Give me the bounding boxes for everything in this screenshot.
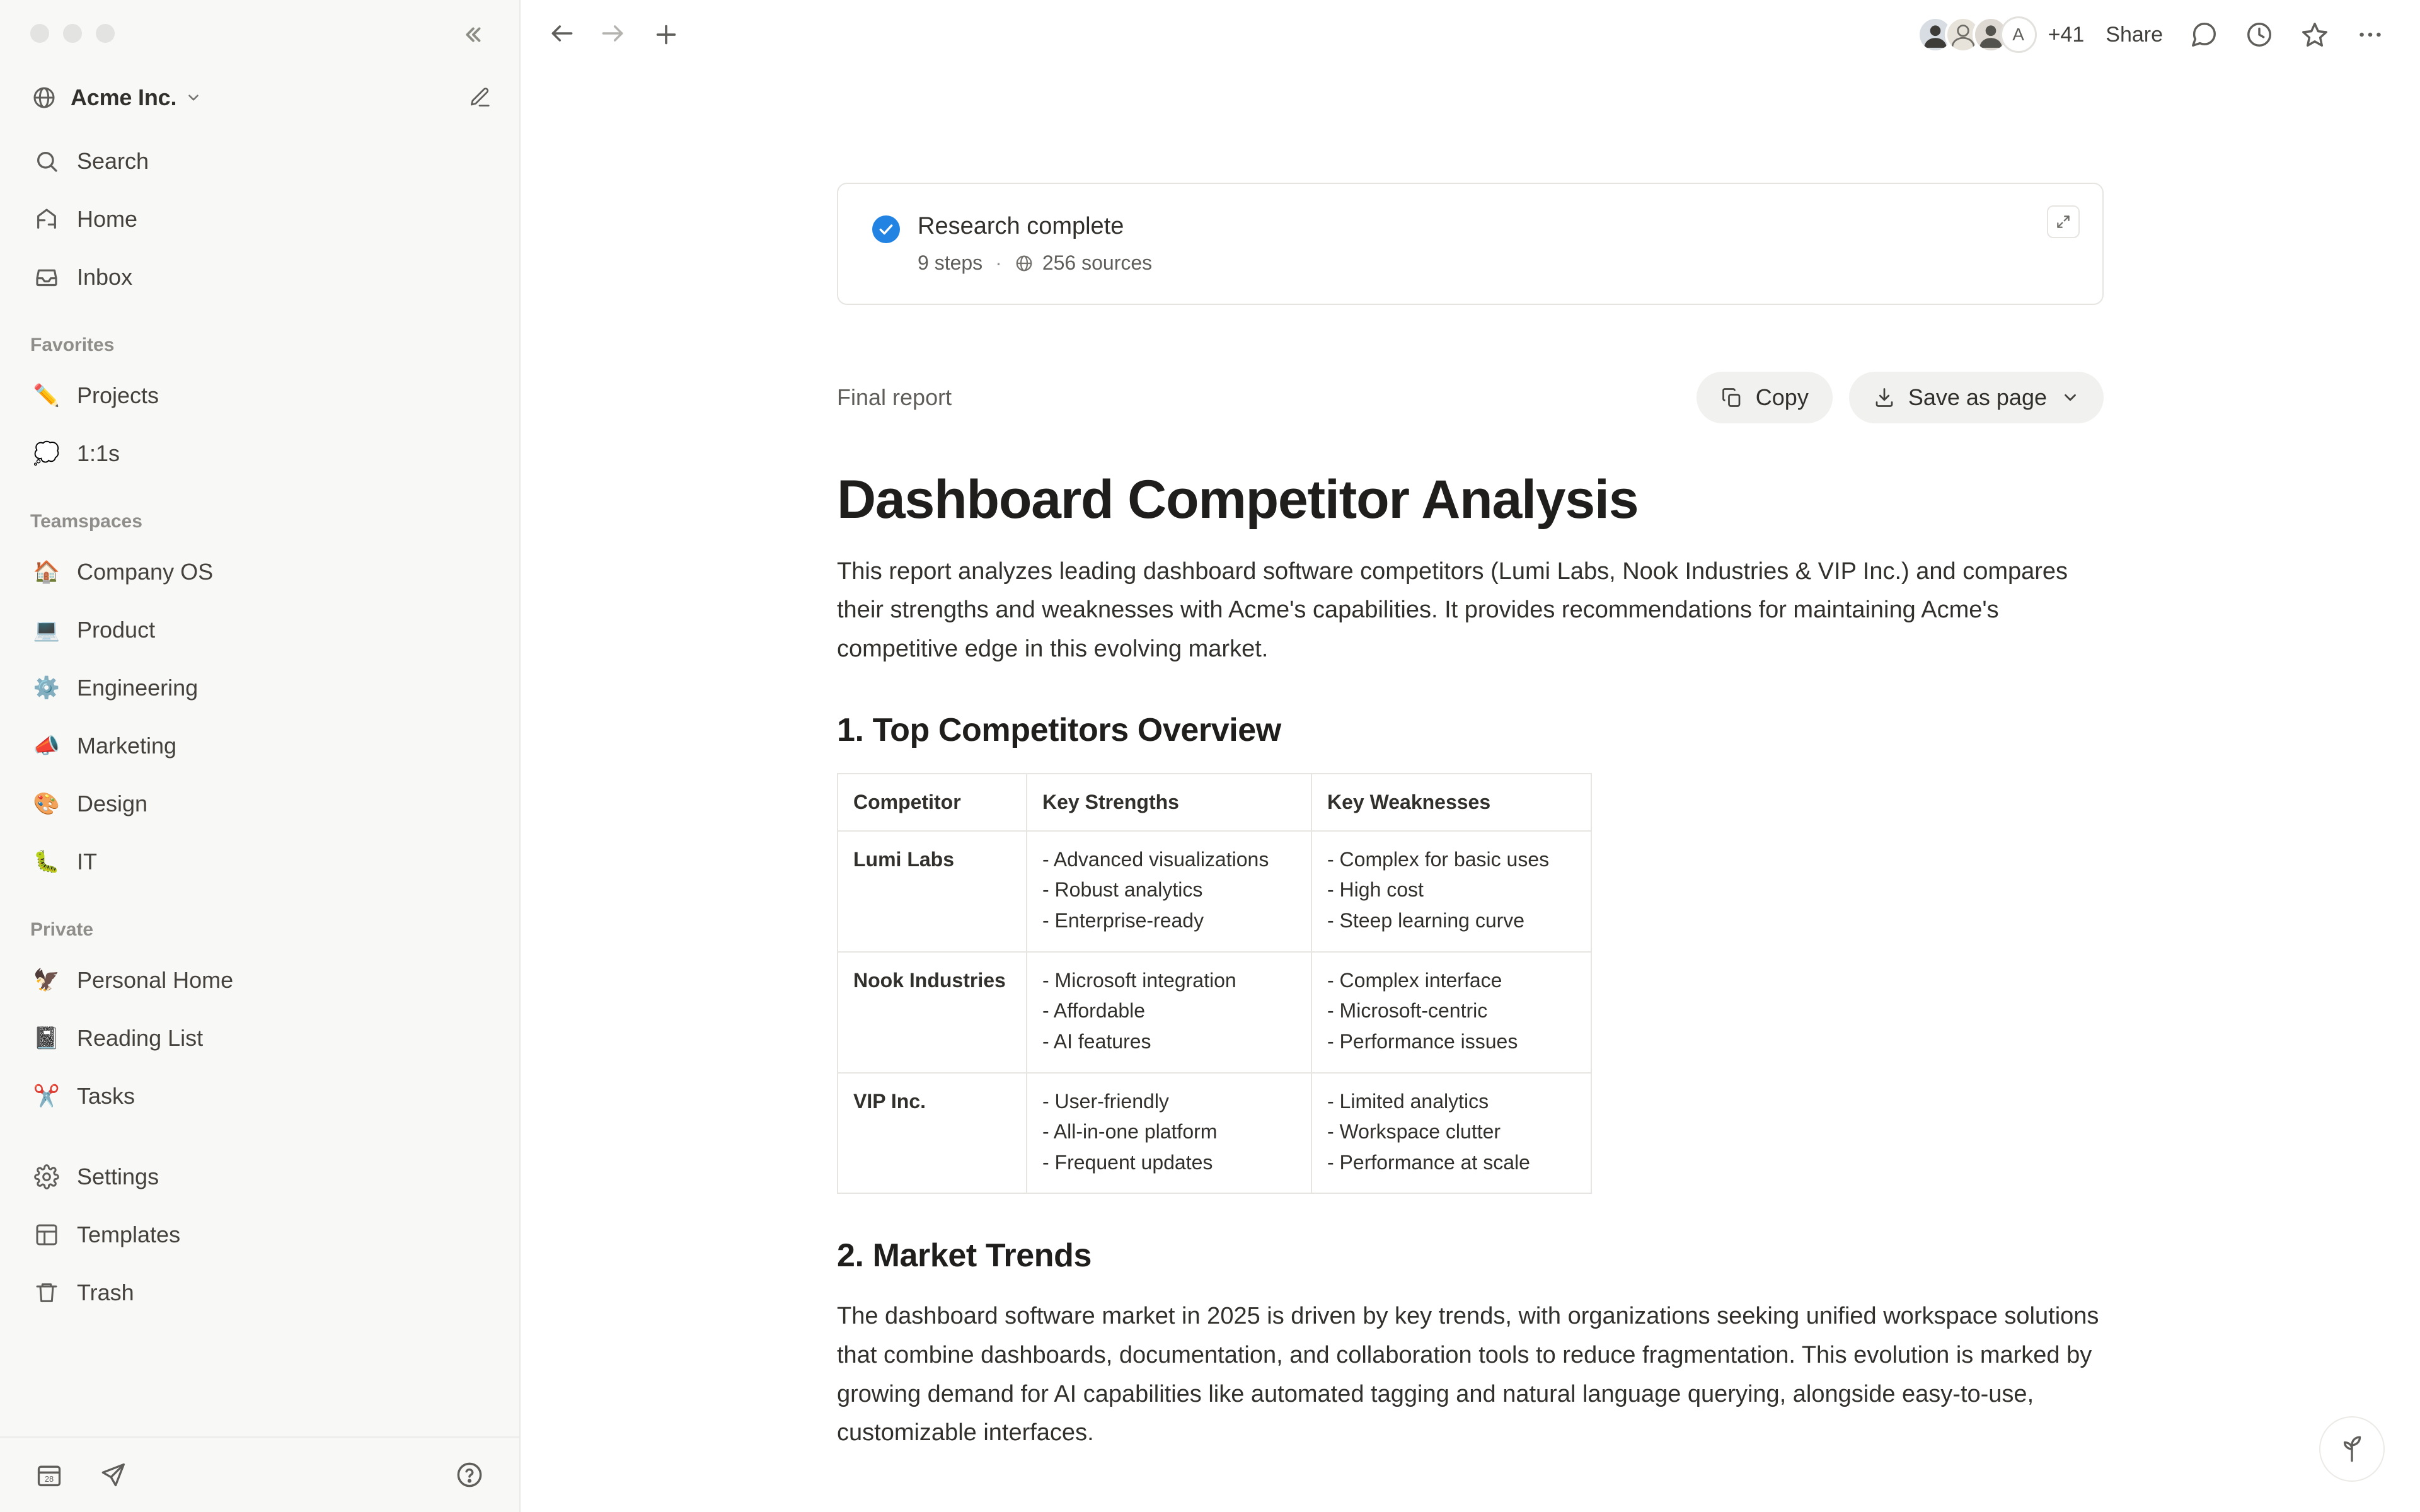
report-toolbar [837, 372, 2104, 423]
star-icon[interactable] [2300, 20, 2329, 49]
sidebar-section-favorites: Favorites [30, 335, 115, 355]
page-title: Dashboard Competitor Analysis [837, 469, 1639, 530]
sidebar-item-label: Design [77, 791, 148, 816]
sidebar-item-label: Marketing [77, 733, 177, 759]
sidebar-item-label: Tasks [77, 1083, 135, 1109]
sidebar-section-private: Private [30, 919, 94, 940]
notebook-icon: 📓 [33, 1026, 60, 1050]
table-header-row [838, 774, 1591, 831]
list-item: - User-friendly [1042, 1089, 1169, 1113]
research-card-header [872, 213, 2070, 275]
cell-competitor: Lumi Labs [838, 831, 1027, 952]
top-bar [521, 0, 2420, 69]
list-item: - AI features [1042, 1029, 1151, 1053]
column-header-strengths: Key Strengths [1027, 774, 1311, 831]
report-actions [1697, 372, 2104, 423]
inbox-icon [30, 261, 63, 294]
research-status-card[interactable] [837, 183, 2104, 305]
globe-icon [30, 84, 58, 112]
ai-assistant-button[interactable] [2319, 1416, 2385, 1482]
sidebar-item-label: Personal Home [77, 967, 234, 993]
back-arrow-icon[interactable] [548, 20, 576, 50]
final-report-label: Final report [837, 384, 952, 410]
help-icon[interactable] [455, 1460, 484, 1489]
chevron-down-icon[interactable] [185, 89, 202, 106]
sidebar-footer [0, 1436, 519, 1512]
home-icon [30, 203, 63, 236]
sidebar-item-1on1s[interactable] [18, 425, 502, 483]
download-icon [1873, 386, 1896, 409]
send-icon[interactable] [98, 1461, 126, 1489]
sidebar-item-label: Reading List [77, 1025, 204, 1051]
sidebar-item-marketing[interactable] [18, 717, 502, 775]
sidebar-item-inbox[interactable] [18, 248, 502, 306]
list-item: - Advanced visualizations [1042, 847, 1269, 871]
page-content [521, 69, 2420, 1453]
sidebar-section-teamspaces: Teamspaces [30, 511, 142, 532]
minimize-button[interactable] [63, 24, 82, 43]
thought-bubble-icon: 💭 [33, 442, 60, 466]
list-item: - All-in-one platform [1042, 1120, 1218, 1143]
sidebar-item-design[interactable] [18, 775, 502, 833]
close-button[interactable] [30, 24, 49, 43]
sidebar-item-it[interactable] [18, 833, 502, 891]
competitors-table [837, 773, 1592, 1194]
list-item: - Performance at scale [1327, 1150, 1530, 1174]
eagle-icon: 🦅 [33, 968, 60, 992]
list-item: - Complex for basic uses [1327, 847, 1550, 871]
sidebar-item-label: Inbox [77, 264, 133, 290]
list-item: - Limited analytics [1327, 1089, 1489, 1113]
sidebar-item-label: Product [77, 617, 156, 643]
intro-paragraph: This report analyzes leading dashboard software competitors (Lumi Labs, Nook Industries & VIP Inc.) and compares their strengths and weaknesses with Acme's capabilities. It provides recommendations for maintaining Acme's competitive edge in this evolving market. [837, 558, 2068, 662]
column-header-weaknesses: Key Weaknesses [1311, 774, 1591, 831]
sidebar [0, 0, 521, 1512]
cell-competitor: VIP Inc. [838, 1073, 1027, 1194]
maximize-button[interactable] [96, 24, 115, 43]
palette-icon: 🎨 [33, 792, 60, 816]
list-item: - Steep learning curve [1327, 909, 1525, 932]
list-item: - Enterprise-ready [1042, 909, 1204, 932]
sidebar-item-tasks[interactable] [18, 1067, 502, 1125]
list-item: - Robust analytics [1042, 878, 1203, 902]
workspace-name: Acme Inc. [71, 84, 177, 110]
check-icon [872, 215, 900, 243]
steps-count: 9 steps [918, 251, 983, 274]
table-row [838, 952, 1591, 1073]
content-column [837, 183, 2104, 1453]
cell-weaknesses [1311, 1073, 1591, 1194]
collaborator-avatars[interactable] [1917, 16, 2037, 53]
sidebar-item-home[interactable] [18, 190, 502, 248]
copy-icon [1720, 386, 1743, 409]
sidebar-item-product[interactable] [18, 601, 502, 659]
sidebar-item-personal-home[interactable] [18, 951, 502, 1009]
avatar-overflow-count[interactable]: +41 [2048, 22, 2085, 47]
templates-icon [30, 1218, 63, 1251]
list-item: - Affordable [1042, 999, 1146, 1022]
bug-icon: 🐛 [33, 850, 60, 874]
list-item: - Microsoft integration [1042, 968, 1236, 992]
avatar[interactable]: A [2000, 16, 2037, 53]
sidebar-item-label: Templates [77, 1222, 181, 1247]
sidebar-item-label: Projects [77, 382, 159, 408]
laptop-icon: 💻 [33, 618, 60, 642]
more-options-icon[interactable] [2356, 20, 2385, 49]
sidebar-item-label: Settings [77, 1164, 159, 1189]
globe-small-icon [1015, 254, 1034, 273]
expand-icon[interactable] [2047, 205, 2080, 238]
sidebar-item-label: IT [77, 849, 97, 874]
table-row [838, 1073, 1591, 1194]
new-page-icon[interactable] [468, 86, 492, 110]
comment-icon[interactable] [2189, 20, 2218, 49]
sidebar-item-search[interactable] [18, 132, 502, 190]
research-status-meta [918, 251, 1152, 275]
window-controls[interactable] [30, 24, 115, 43]
share-button[interactable]: Share [2106, 22, 2163, 47]
save-as-page-button[interactable] [1849, 372, 2104, 423]
forward-arrow-icon[interactable] [599, 20, 626, 50]
cell-strengths [1027, 831, 1311, 952]
list-item: - High cost [1327, 878, 1424, 902]
plus-icon[interactable] [652, 20, 681, 49]
meta-separator: · [995, 251, 1002, 274]
calendar-icon[interactable] [35, 1461, 63, 1489]
section-2-paragraph: The dashboard software market in 2025 is driven by key trends, with organizations seeking unified workspace solutions that combine dashboards, documentation, and collaboration tools to reduce fragmentation. This evolution is marked by growing demand for AI capabilities like automated tagging and natural language querying, alongside easy-to-use, customizable interfaces. [837, 1303, 2099, 1446]
sidebar-item-projects[interactable] [18, 367, 502, 425]
section-heading-2: 2. Market Trends [837, 1237, 1092, 1274]
list-item: - Performance issues [1327, 1029, 1518, 1053]
research-status-title: Research complete [918, 213, 1124, 239]
top-bar-right [1917, 16, 2385, 53]
sidebar-item-templates[interactable] [18, 1206, 502, 1264]
sidebar-item-label: Company OS [77, 559, 214, 585]
cell-competitor: Nook Industries [838, 952, 1027, 1073]
workspace-switcher[interactable] [0, 76, 519, 120]
pencil-icon: ✏️ [33, 384, 60, 408]
cell-strengths [1027, 1073, 1311, 1194]
house-icon: 🏠 [33, 560, 60, 584]
gear-icon [30, 1160, 63, 1193]
cell-weaknesses [1311, 831, 1591, 952]
copy-button[interactable] [1697, 372, 1833, 423]
clock-icon[interactable] [2245, 20, 2274, 49]
copy-label: Copy [1755, 384, 1809, 410]
section-heading-1: 1. Top Competitors Overview [837, 712, 1281, 749]
sidebar-item-label: 1:1s [77, 440, 120, 466]
megaphone-icon: 📣 [33, 734, 60, 758]
sidebar-item-settings[interactable] [18, 1148, 502, 1206]
trash-icon [30, 1276, 63, 1309]
list-item: - Complex interface [1327, 968, 1502, 992]
main-area [521, 0, 2420, 1512]
gear-emoji-icon: ⚙️ [33, 676, 60, 700]
list-item: - Frequent updates [1042, 1150, 1213, 1174]
table-row [838, 831, 1591, 952]
collapse-sidebar-icon[interactable] [458, 20, 487, 49]
cell-weaknesses [1311, 952, 1591, 1073]
save-label: Save as page [1908, 384, 2047, 410]
search-icon [30, 145, 63, 178]
sidebar-item-reading-list[interactable] [18, 1009, 502, 1067]
list-item: - Workspace clutter [1327, 1120, 1501, 1143]
sidebar-item-trash[interactable] [18, 1264, 502, 1322]
sidebar-item-label: Home [77, 206, 138, 232]
list-item: - Microsoft-centric [1327, 999, 1488, 1022]
svg-text:28: 28 [44, 1474, 54, 1484]
sidebar-item-label: Trash [77, 1280, 134, 1305]
sidebar-item-engineering[interactable] [18, 659, 502, 717]
column-header-competitor: Competitor [838, 774, 1027, 831]
sidebar-nav [0, 132, 519, 1322]
chevron-down-icon[interactable] [2061, 388, 2080, 407]
sidebar-item-label: Search [77, 148, 149, 174]
sidebar-item-company-os[interactable] [18, 543, 502, 601]
scissors-icon: ✂️ [33, 1084, 60, 1108]
sources-count: 256 sources [1042, 251, 1153, 274]
navigation-arrows [548, 20, 626, 50]
sidebar-item-label: Engineering [77, 675, 199, 701]
cell-strengths [1027, 952, 1311, 1073]
